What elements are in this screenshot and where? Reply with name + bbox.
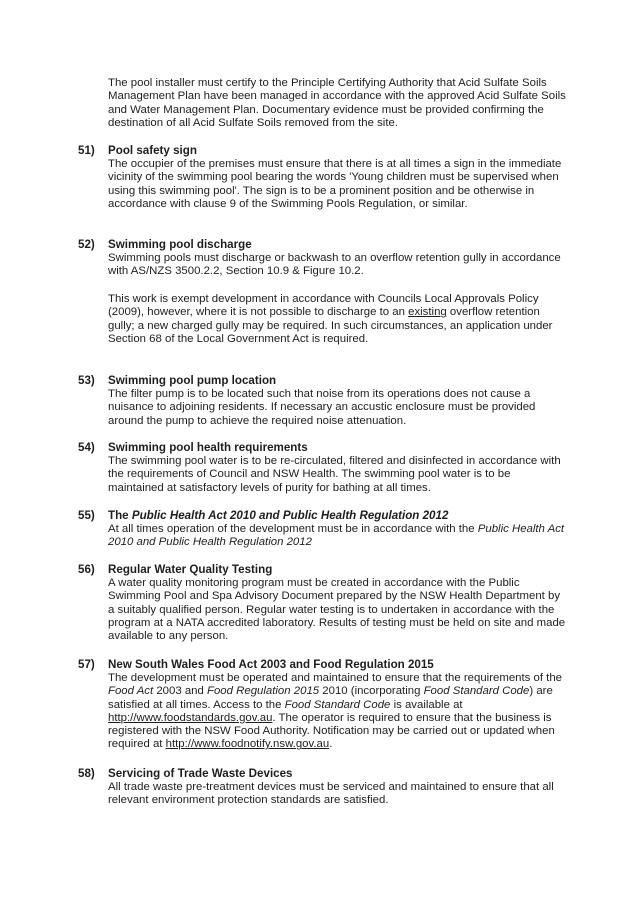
intro-paragraph: The pool installer must certify to the Principle Certifying Authority that Acid Sulfate Soils Management Plan have been managed in accordance with the approved Acid Sulfate Soils and Water Management Plan. Documentary evidence must be provided confirming the destination of all Acid Sulfate Soils removed from the site. xyxy=(108,77,566,129)
condition-body: At all times operation of the development must be in accordance with the Public Health Act 2010 and Public Health Regulation 2012 xyxy=(108,523,565,549)
condition-number: 56) xyxy=(78,563,95,576)
condition-title: Servicing of Trade Waste Devices xyxy=(108,767,293,780)
condition-number: 52) xyxy=(78,238,95,251)
condition-number: 53) xyxy=(78,374,95,387)
underlined-word: existing xyxy=(408,306,447,319)
condition-title: Regular Water Quality Testing xyxy=(108,563,273,576)
condition-title: New South Wales Food Act 2003 and Food Regulation 2015 xyxy=(108,658,434,671)
condition-body: The development must be operated and maintained to ensure that the requirements of the Food Act 2003 and Food Regulation 2015 2010 (incorporating Food Standard Code) are satisfied at all times. Access to the Food Standard Code is available at http://www.foodstandards.gov.au. The operator is required to ensure that the business is registered with the NSW Food Authority. Notification may be carried out or updated when required at http://www.foodnotify.nsw.gov.au. xyxy=(108,672,563,751)
condition-body: The filter pump is to be located such that noise from its operations does not cause a nuisance to adjoining residents. If necessary an accustic enclosure must be provided around the pump to achieve the required noise attenuation. xyxy=(108,388,536,427)
foodstandards-link[interactable]: http://www.foodstandards.gov.au xyxy=(108,711,273,724)
condition-body-second-paragraph: This work is exempt development in accordance with Councils Local Approvals Policy (2009), however, where it is not possible to discharge to an existing overflow retention gully; a new charged gully may be required. In such circumstances, an application under Section 68 of the Local Government Act is required. xyxy=(108,293,553,345)
condition-body: All trade waste pre-treatment devices must be serviced and maintained to ensure that all relevant environment protection standards are satisfied. xyxy=(108,781,554,807)
condition-body: The occupier of the premises must ensure that there is at all times a sign in the immediate vicinity of the swimming pool bearing the words 'Young children must be supervised when using this swimming pool'. The sign is to be a prominent position and be otherwise in accordance with clause 9 of the Swimming Pools Regulation, or similar. xyxy=(108,158,562,210)
condition-body: Swimming pools must discharge or backwash to an overflow retention gully in accordance with AS/NZS 3500.2.2, Section 10.9 & Figure 10.2. xyxy=(108,252,561,278)
condition-number: 54) xyxy=(78,441,95,454)
condition-number: 55) xyxy=(78,509,95,522)
condition-title: Pool safety sign xyxy=(108,144,197,157)
condition-body: A water quality monitoring program must be created in accordance with the Public Swimming Pool and Spa Advisory Document prepared by the NSW Health Department by a suitably qualified person. Regular water testing is to undertaken in accordance with the program at a NATA accredited laboratory. Results of testing must be held on site and made available to any person. xyxy=(108,577,566,643)
condition-body: The swimming pool water is to be re-circulated, filtered and disinfected in accordance with the requirements of Council and NSW Health. The swimming pool water is to be maintained at satisfactory levels of purity for bathing at all times. xyxy=(108,455,561,494)
condition-title: Swimming pool pump location xyxy=(108,374,277,387)
condition-number: 57) xyxy=(78,658,95,671)
condition-number: 58) xyxy=(78,767,95,780)
condition-title: Swimming pool discharge xyxy=(108,238,252,251)
foodnotify-link[interactable]: http://www.foodnotify.nsw.gov.au xyxy=(165,738,330,751)
condition-number: 51) xyxy=(78,144,95,157)
condition-title: Swimming pool health requirements xyxy=(108,441,308,454)
condition-title: The Public Health Act 2010 and Public Health Regulation 2012 xyxy=(108,509,449,522)
